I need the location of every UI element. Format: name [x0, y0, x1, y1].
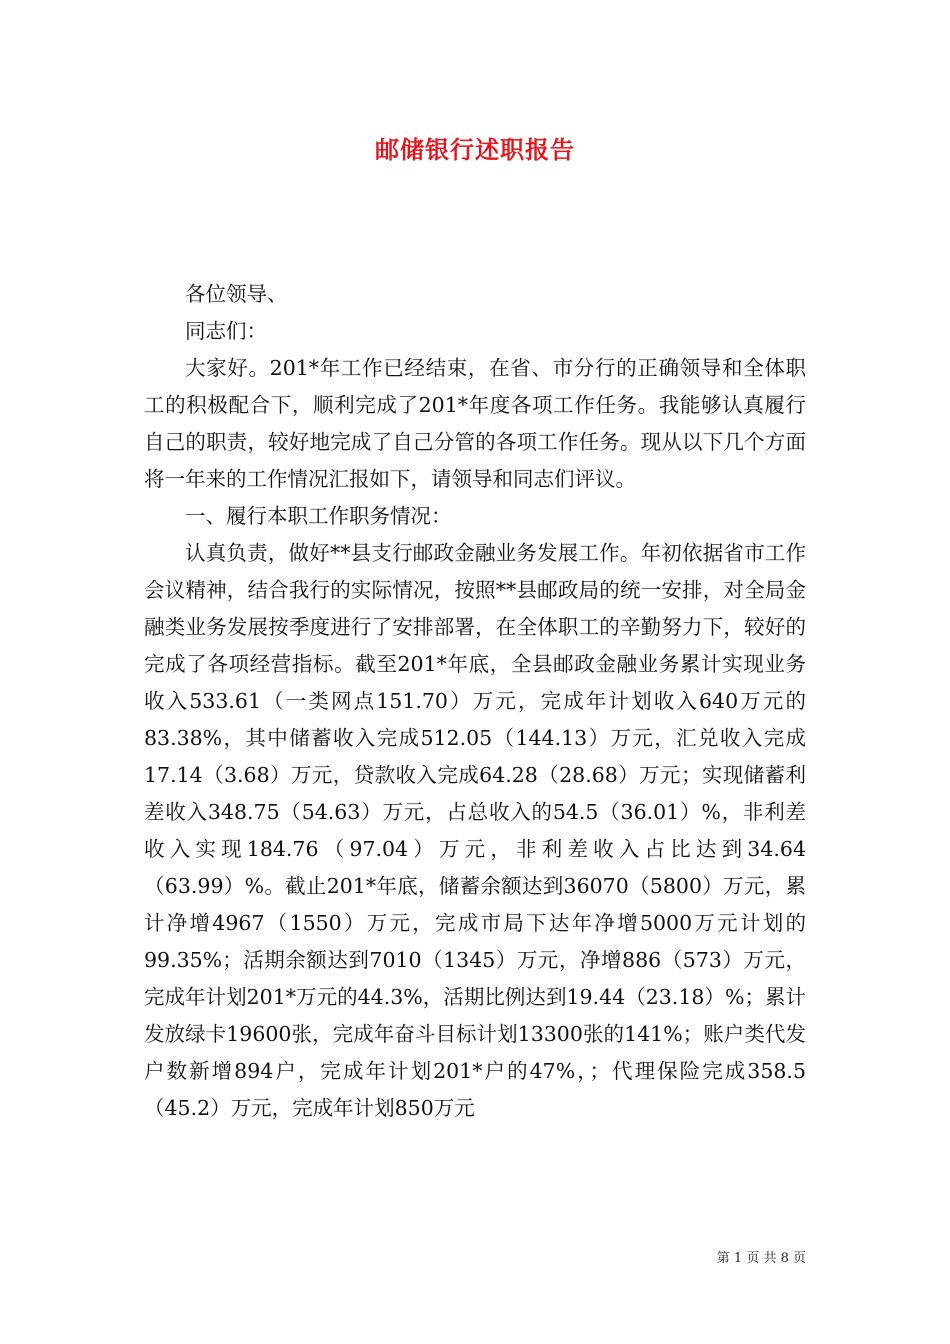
salutation-line-1: 各位领导、 — [185, 282, 288, 306]
document-body — [144, 276, 806, 1127]
section-paragraph: 认真负责，做好**县支行邮政金融业务发展工作。年初依据省市工作会议精神，结合我行的实际情况，按照**县邮政局的统一安排，对全局金融类业务发展按季度进行了安排部署，在全体职工的辛勤努力下，较好的完成了各项经营指标。截至201*年底，全县邮政金融业务累计实现业务收入533.61（一类网点151.70）万元，完成年计划收入640万元的83.38%，其中储蓄收入完成512.05（144.13）万元，汇兑收入完成17.14（3.68）万元，贷款收入完成64.28（28.68）万元；实现储蓄利差收入348.75（54.63）万元，占总收入的54.5（36.01）%，非利差收入实现184.76（97.04）万元，非利差收入占比达到34.64（63.99）%。截止201*年底，储蓄余额达到36070（5800）万元，累计净增4967（1550）万元，完成市局下达年净增5000万元计划的99.35%；活期余额达到7010（1345）万元，净增886（573）万元，完成年计划201*万元的44.3%，活期比例达到19.44（23.18）%；累计发放绿卡19600张，完成年奋斗目标计划13300张的141%；账户类代发户数新增894户，完成年计划201*户的47%，；代理保险完成358.5（45.2）万元，完成年计划850万元 — [144, 541, 806, 1120]
opening-paragraph: 大家好。201*年工作已经结束，在省、市分行的正确领导和全体职工的积极配合下，顺利完成了201*年度各项工作任务。我能够认真履行自己的职责，较好地完成了自己分管的各项工作任务。现从以下几个方面将一年来的工作情况汇报如下，请领导和同志们评议。 — [144, 356, 806, 491]
salutation-line-2: 同志们： — [185, 319, 267, 343]
document-title: 邮储银行述职报告 — [375, 135, 575, 164]
section-heading: 一、履行本职工作职务情况： — [185, 504, 452, 528]
page-number: 第 1 页 共 8 页 — [716, 1251, 806, 1266]
